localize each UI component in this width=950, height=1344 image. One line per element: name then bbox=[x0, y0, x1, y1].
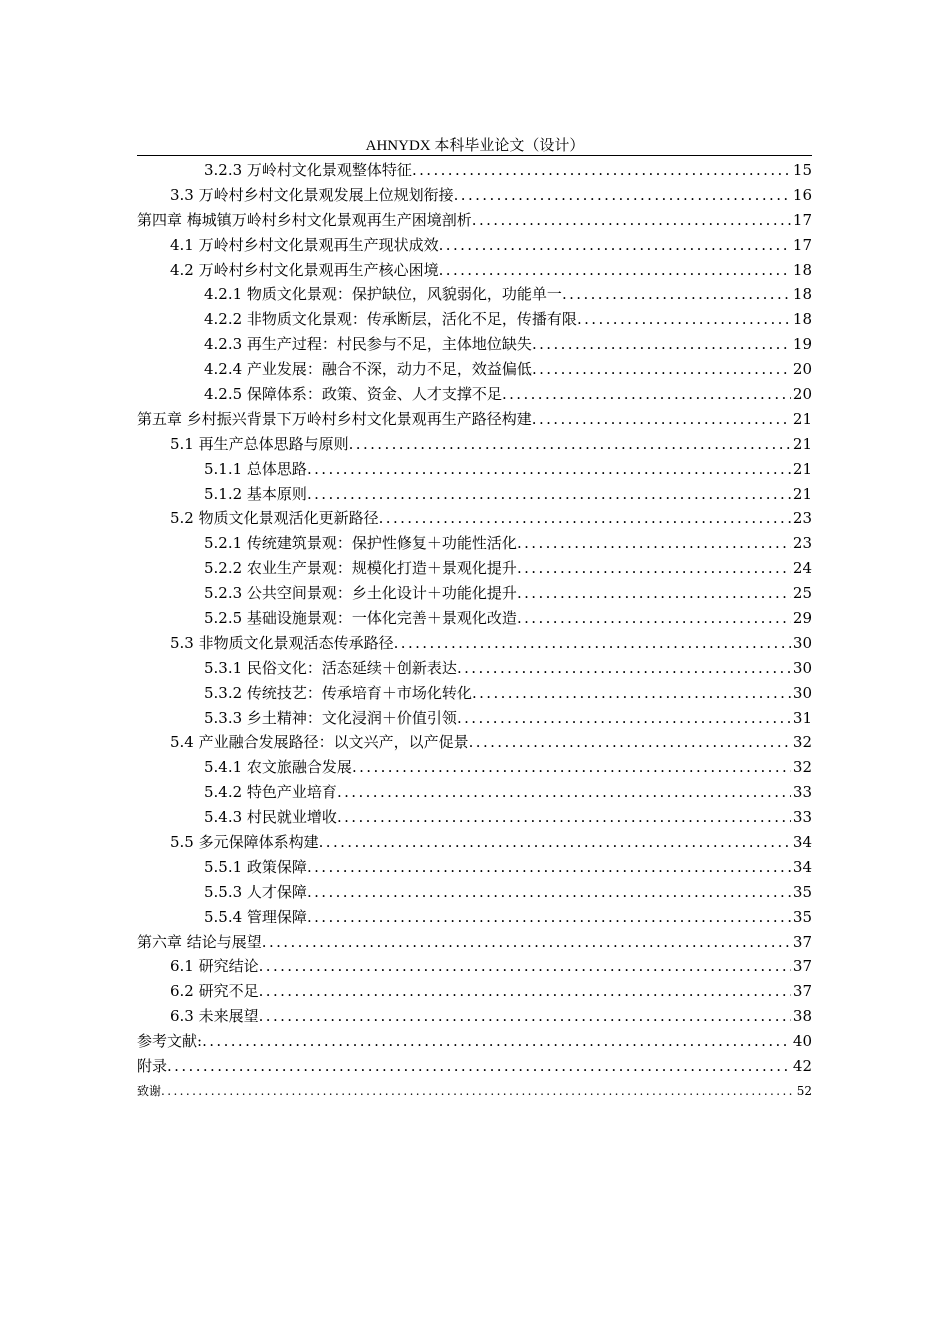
toc-entry-page-number: 32 bbox=[792, 758, 812, 777]
toc-entry[interactable] bbox=[137, 780, 812, 805]
toc-entry-title: 参考文献: bbox=[137, 1032, 203, 1051]
toc-entry-page-number: 31 bbox=[792, 708, 812, 727]
toc-entry-page-number: 38 bbox=[792, 1007, 812, 1026]
toc-dot-leader bbox=[532, 407, 791, 432]
toc-entry[interactable] bbox=[137, 855, 812, 880]
toc-entry-page-number: 30 bbox=[792, 658, 812, 677]
toc-dot-leader bbox=[167, 1054, 791, 1079]
toc-dot-leader bbox=[472, 208, 791, 233]
toc-entry-title: 致谢 bbox=[137, 1083, 162, 1098]
toc-entry[interactable] bbox=[137, 183, 812, 208]
toc-entry[interactable] bbox=[137, 258, 812, 283]
toc-entry-title: 5.1.1 总体思路 bbox=[204, 459, 307, 478]
toc-entry-title: 5.1.2 基本原则 bbox=[204, 484, 307, 503]
toc-dot-leader bbox=[352, 755, 791, 780]
toc-entry-page-number: 21 bbox=[792, 409, 812, 428]
toc-entry[interactable] bbox=[137, 681, 812, 706]
toc-dot-leader bbox=[502, 382, 791, 407]
toc-entry-page-number: 34 bbox=[792, 833, 812, 852]
toc-entry[interactable] bbox=[137, 955, 812, 980]
toc-entry-page-number: 21 bbox=[792, 434, 812, 453]
toc-entry[interactable] bbox=[137, 830, 812, 855]
toc-entry[interactable] bbox=[137, 730, 812, 755]
toc-entry-title: 3.2.3 万岭村文化景观整体特征 bbox=[204, 160, 412, 179]
toc-entry-title: 5.2.1 传统建筑景观：保护性修复＋功能性活化 bbox=[204, 534, 517, 553]
toc-entry-page-number: 18 bbox=[792, 310, 812, 329]
toc-entry[interactable] bbox=[137, 880, 812, 905]
toc-entry-title: 5.4.2 特色产业培育 bbox=[204, 783, 337, 802]
toc-entry-page-number: 37 bbox=[792, 932, 812, 951]
toc-entry-title: 4.2.4 产业发展：融合不深，动力不足，效益偏低 bbox=[204, 360, 532, 379]
toc-entry-title: 5.5.4 管理保障 bbox=[204, 907, 307, 926]
toc-dot-leader bbox=[532, 357, 791, 382]
toc-dot-leader bbox=[439, 258, 791, 283]
toc-dot-leader bbox=[469, 730, 791, 755]
toc-entry[interactable] bbox=[137, 1054, 812, 1079]
toc-dot-leader bbox=[394, 631, 791, 656]
toc-entry[interactable] bbox=[137, 1079, 812, 1104]
toc-dot-leader bbox=[472, 681, 791, 706]
toc-entry-title: 5.1 再生产总体思路与原则 bbox=[170, 434, 349, 453]
toc-entry-page-number: 19 bbox=[792, 335, 812, 354]
toc-entry-page-number: 40 bbox=[792, 1032, 812, 1051]
toc-entry[interactable] bbox=[137, 1029, 812, 1054]
toc-dot-leader bbox=[562, 282, 791, 307]
toc-entry[interactable] bbox=[137, 1004, 812, 1029]
toc-dot-leader bbox=[454, 183, 791, 208]
toc-entry-page-number: 37 bbox=[792, 982, 812, 1001]
toc-entry-page-number: 21 bbox=[792, 484, 812, 503]
toc-entry-title: 4.2.3 再生产过程：村民参与不足，主体地位缺失 bbox=[204, 335, 532, 354]
toc-dot-leader bbox=[307, 905, 791, 930]
toc-entry-title: 5.4.3 村民就业增收 bbox=[204, 808, 337, 827]
toc-entry-page-number: 42 bbox=[792, 1057, 812, 1076]
toc-entry-page-number: 16 bbox=[792, 185, 812, 204]
toc-entry[interactable] bbox=[137, 631, 812, 656]
toc-dot-leader bbox=[337, 805, 791, 830]
toc-entry-page-number: 17 bbox=[792, 210, 812, 229]
toc-entry-title: 第六章 结论与展望 bbox=[137, 932, 262, 951]
toc-entry-title: 5.3.1 民俗文化：活态延续＋创新表达 bbox=[204, 658, 457, 677]
toc-entry-title: 5.3.2 传统技艺：传承培育＋市场化转化 bbox=[204, 683, 472, 702]
header-rule bbox=[137, 155, 812, 156]
toc-entry-page-number: 20 bbox=[792, 385, 812, 403]
toc-entry-page-number: 34 bbox=[792, 857, 812, 876]
page-header-title: AHNYDX 本科毕业论文（设计） bbox=[365, 138, 585, 154]
toc-entry-title: 5.5.1 政策保障 bbox=[204, 857, 307, 876]
toc-entry-page-number: 17 bbox=[792, 235, 812, 254]
toc-entry[interactable] bbox=[137, 755, 812, 780]
toc-dot-leader bbox=[517, 606, 791, 631]
toc-dot-leader bbox=[532, 332, 791, 357]
table-of-contents bbox=[137, 158, 812, 1104]
toc-dot-leader bbox=[259, 1004, 791, 1029]
toc-entry[interactable] bbox=[137, 905, 812, 930]
toc-dot-leader bbox=[259, 979, 791, 1004]
toc-entry-page-number: 18 bbox=[792, 260, 812, 279]
toc-entry[interactable] bbox=[137, 805, 812, 830]
toc-entry-title: 5.2.5 基础设施景观：一体化完善＋景观化改造 bbox=[204, 609, 517, 628]
toc-entry-page-number: 35 bbox=[792, 907, 812, 926]
toc-dot-leader bbox=[307, 880, 791, 905]
toc-entry-title: 6.3 未来展望 bbox=[170, 1007, 259, 1026]
toc-entry[interactable] bbox=[137, 482, 812, 507]
toc-entry-page-number: 25 bbox=[792, 584, 812, 603]
toc-entry[interactable] bbox=[137, 656, 812, 681]
toc-dot-leader bbox=[457, 706, 791, 731]
toc-dot-leader bbox=[517, 581, 791, 606]
toc-entry[interactable] bbox=[137, 706, 812, 731]
toc-entry[interactable] bbox=[137, 357, 812, 382]
toc-entry-title: 5.3 非物质文化景观活态传承路径 bbox=[170, 633, 394, 652]
toc-dot-leader bbox=[439, 233, 791, 258]
toc-entry-title: 第四章 梅城镇万岭村乡村文化景观再生产困境剖析 bbox=[137, 210, 472, 229]
toc-dot-leader bbox=[307, 482, 791, 507]
toc-dot-leader bbox=[349, 432, 791, 457]
toc-entry-title: 3.3 万岭村乡村文化景观发展上位规划衔接 bbox=[170, 185, 454, 204]
toc-entry-title: 6.2 研究不足 bbox=[170, 982, 259, 1001]
toc-entry-title: 5.5.3 人才保障 bbox=[204, 882, 307, 901]
toc-entry-page-number: 23 bbox=[792, 534, 812, 553]
toc-entry-page-number: 29 bbox=[792, 609, 812, 628]
toc-entry-title: 5.2 物质文化景观活化更新路径 bbox=[170, 509, 379, 528]
toc-dot-leader bbox=[319, 830, 791, 855]
toc-dot-leader bbox=[161, 1079, 795, 1104]
toc-entry[interactable] bbox=[137, 979, 812, 1004]
toc-entry-page-number: 33 bbox=[792, 783, 812, 802]
toc-entry-title: 6.1 研究结论 bbox=[170, 957, 259, 976]
toc-entry-title: 4.2.2 非物质文化景观：传承断层，活化不足，传播有限 bbox=[204, 310, 577, 329]
toc-entry[interactable] bbox=[137, 208, 812, 233]
toc-entry-title: 5.3.3 乡土精神：文化浸润＋价值引领 bbox=[204, 708, 457, 727]
toc-entry[interactable] bbox=[137, 332, 812, 357]
toc-entry[interactable] bbox=[137, 930, 812, 955]
toc-entry-page-number: 24 bbox=[792, 559, 812, 578]
toc-entry[interactable] bbox=[137, 158, 812, 183]
toc-entry-title: 5.4.1 农文旅融合发展 bbox=[204, 758, 352, 777]
toc-dot-leader bbox=[577, 307, 791, 332]
toc-entry[interactable] bbox=[137, 307, 812, 332]
toc-entry-title: 附录 bbox=[137, 1057, 168, 1076]
toc-entry[interactable] bbox=[137, 506, 812, 531]
toc-entry[interactable] bbox=[137, 531, 812, 556]
toc-entry-title: 4.2 万岭村乡村文化景观再生产核心困境 bbox=[170, 260, 439, 279]
toc-entry-title: 4.1 万岭村乡村文化景观再生产现状成效 bbox=[170, 235, 439, 254]
toc-entry-page-number: 52 bbox=[796, 1083, 812, 1098]
toc-dot-leader bbox=[307, 457, 791, 482]
toc-entry[interactable] bbox=[137, 432, 812, 457]
toc-entry-title: 4.2.1 物质文化景观：保护缺位，风貌弱化，功能单一 bbox=[204, 285, 562, 304]
toc-entry[interactable] bbox=[137, 556, 812, 581]
toc-dot-leader bbox=[457, 656, 791, 681]
toc-dot-leader bbox=[259, 954, 791, 979]
toc-entry-page-number: 30 bbox=[792, 633, 812, 652]
toc-dot-leader bbox=[337, 780, 791, 805]
toc-entry-page-number: 20 bbox=[792, 360, 812, 379]
toc-dot-leader bbox=[202, 1029, 791, 1054]
toc-entry[interactable] bbox=[137, 457, 812, 482]
toc-dot-leader bbox=[262, 930, 791, 955]
toc-dot-leader bbox=[307, 855, 791, 880]
toc-entry-page-number: 15 bbox=[792, 160, 812, 179]
toc-dot-leader bbox=[517, 556, 791, 581]
toc-entry[interactable] bbox=[137, 282, 812, 307]
toc-entry-title: 5.5 多元保障体系构建 bbox=[170, 833, 319, 852]
toc-entry-page-number: 18 bbox=[792, 285, 812, 304]
toc-entry-title: 4.2.5 保障体系：政策、资金、人才支撑不足 bbox=[204, 385, 502, 403]
toc-entry-page-number: 21 bbox=[792, 459, 812, 478]
toc-entry-page-number: 35 bbox=[792, 882, 812, 901]
toc-entry[interactable] bbox=[137, 382, 812, 407]
toc-entry-page-number: 37 bbox=[792, 957, 812, 976]
toc-dot-leader bbox=[517, 531, 791, 556]
toc-entry[interactable] bbox=[137, 606, 812, 631]
toc-dot-leader bbox=[412, 158, 791, 183]
toc-entry-page-number: 23 bbox=[792, 509, 812, 528]
toc-entry-title: 5.2.3 公共空间景观：乡土化设计＋功能化提升 bbox=[204, 584, 517, 603]
toc-entry-title: 5.2.2 农业生产景观：规模化打造＋景观化提升 bbox=[204, 559, 517, 578]
toc-entry[interactable] bbox=[137, 581, 812, 606]
toc-entry[interactable] bbox=[137, 233, 812, 258]
toc-entry-page-number: 33 bbox=[792, 808, 812, 827]
toc-entry-title: 第五章 乡村振兴背景下万岭村乡村文化景观再生产路径构建 bbox=[137, 409, 532, 428]
toc-entry-title: 5.4 产业融合发展路径：以文兴产，以产促景 bbox=[170, 733, 469, 752]
toc-dot-leader bbox=[379, 506, 791, 531]
toc-entry-page-number: 30 bbox=[792, 683, 812, 702]
toc-entry-page-number: 32 bbox=[792, 733, 812, 752]
toc-entry[interactable] bbox=[137, 407, 812, 432]
